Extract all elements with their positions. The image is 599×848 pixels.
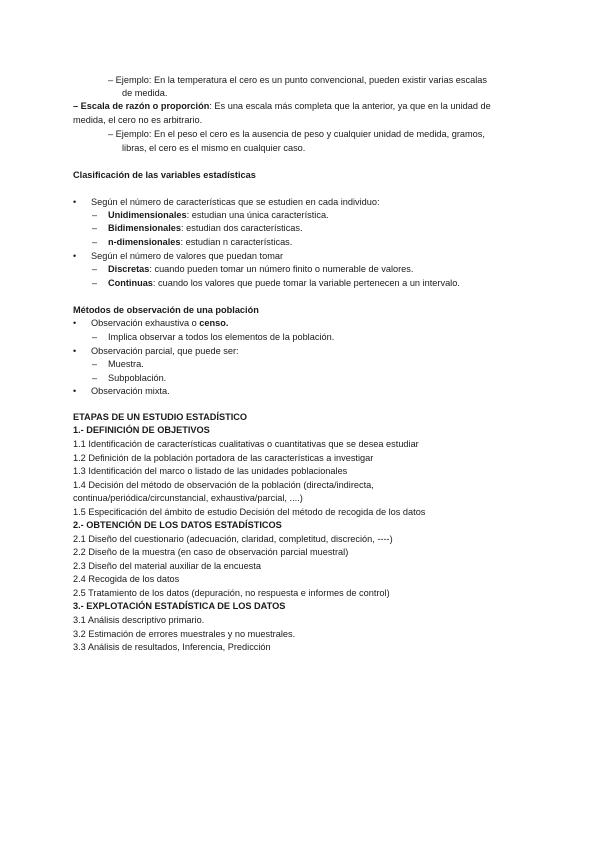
ratio-scale-text: : Es una escala más completa que la anterior, ya que en la unidad de	[209, 101, 491, 111]
continuous-label: Continuas	[108, 278, 153, 288]
step-3-1: 3.1 Análisis descriptivo primario.	[73, 615, 205, 625]
bidimensional-item	[108, 222, 303, 234]
dash-icon: –	[92, 237, 98, 247]
ratio-scale-line	[73, 100, 491, 112]
dash-icon: –	[92, 210, 98, 220]
example-weight-line-1: – Ejemplo: En el peso el cero es la ausencia de peso y cualquier unidad de medida, gramos,	[108, 129, 485, 139]
methods-heading: Métodos de observación de una población	[73, 305, 259, 315]
bullet-icon: •	[73, 318, 77, 328]
dash-icon: –	[92, 223, 98, 233]
classification-bullet-1: Según el número de características que se estudien en cada individuo:	[91, 197, 380, 207]
step-2-1: 2.1 Diseño del cuestionario (adecuación, claridad, completitud, discreción, ----)	[73, 534, 393, 544]
dash-icon: –	[92, 278, 98, 288]
example-weight-line-2: libras, el cero es el mismo en cualquier caso.	[122, 143, 306, 153]
bullet-icon: •	[73, 386, 77, 396]
exhaustive-subitem: Implica observar a todos los elementos de la población.	[108, 332, 335, 342]
step-3-3: 3.3 Análisis de resultados, Inferencia, Predicción	[73, 642, 271, 652]
sample-subitem: Muestra.	[108, 359, 144, 369]
ratio-scale-label: – Escala de razón o proporción	[73, 101, 210, 111]
n-dimensional-text: : estudian n características.	[180, 237, 293, 247]
dash-icon: –	[92, 264, 98, 274]
classification-heading: Clasificación de las variables estadísticas	[73, 170, 256, 180]
step-1-5: 1.5 Especificación del ámbito de estudio Decisión del método de recogida de los datos	[73, 507, 426, 517]
step-2-2: 2.2 Diseño de la muestra (en caso de observación parcial muestral)	[73, 547, 349, 557]
census-label: censo.	[199, 318, 229, 328]
example-temperature-line-1: – Ejemplo: En la temperatura el cero es un punto convencional, pueden existir varias escalas	[108, 75, 487, 85]
step-2-3: 2.3 Diseño del material auxiliar de la encuesta	[73, 561, 261, 571]
unidimensional-item	[108, 209, 329, 221]
section-2-heading: 2.- OBTENCIÓN DE LOS DATOS ESTADÍSTICOS	[73, 520, 282, 530]
step-2-5: 2.5 Tratamiento de los datos (depuración, no respuesta e informes de control)	[73, 588, 390, 598]
bullet-icon: •	[73, 251, 77, 261]
bullet-icon: •	[73, 346, 77, 356]
discrete-text: : cuando pueden tomar un número finito o numerable de valores.	[149, 264, 414, 274]
subpopulation-subitem: Subpoblación.	[108, 373, 167, 383]
dash-icon: –	[92, 359, 98, 369]
dash-icon: –	[92, 332, 98, 342]
stages-heading: ETAPAS DE UN ESTUDIO ESTADÍSTICO	[73, 412, 248, 422]
classification-bullet-2: Según el número de valores que puedan tomar	[91, 251, 284, 261]
unidimensional-label: Unidimensionales	[108, 210, 187, 220]
n-dimensional-item	[108, 236, 292, 248]
step-1-3: 1.3 Identificación del marco o listado de las unidades poblacionales	[73, 466, 348, 476]
section-1-heading: 1.- DEFINICIÓN DE OBJETIVOS	[73, 425, 210, 435]
continuous-text: : cuando los valores que puede tomar la variable pertenecen a un intervalo.	[152, 278, 460, 288]
section-3-heading: 3.- EXPLOTACIÓN ESTADÍSTICA DE LOS DATOS	[73, 601, 286, 611]
discrete-item	[108, 263, 413, 275]
mixed-item: Observación mixta.	[91, 386, 170, 396]
continuous-item	[108, 277, 460, 289]
unidimensional-text: : estudian una única característica.	[186, 210, 329, 220]
step-1-1: 1.1 Identificación de características cualitativas o cuantitativas que se desea estudiar	[73, 439, 419, 449]
exhaustive-text: Observación exhaustiva o	[91, 318, 200, 328]
n-dimensional-label: n-dimensionales	[108, 237, 181, 247]
discrete-label: Discretas	[108, 264, 150, 274]
step-2-4: 2.4 Recogida de los datos	[73, 574, 180, 584]
bullet-icon: •	[73, 197, 77, 207]
step-1-2: 1.2 Definición de la población portadora de las características a investigar	[73, 453, 374, 463]
step-1-4-line-1: 1.4 Decisión del método de observación de la población (directa/indirecta,	[73, 480, 374, 490]
exhaustive-item	[91, 317, 228, 329]
bidimensional-label: Bidimensionales	[108, 223, 182, 233]
bidimensional-text: : estudian dos características.	[181, 223, 303, 233]
step-1-4-line-2: continua/periódica/circunstancial, exhaustiva/parcial, ....)	[73, 493, 303, 503]
ratio-scale-continuation: medida, el cero no es arbitrario.	[73, 115, 203, 125]
example-temperature-line-2: de medida.	[122, 88, 168, 98]
dash-icon: –	[92, 373, 98, 383]
partial-item: Observación parcial, que puede ser:	[91, 346, 239, 356]
step-3-2: 3.2 Estimación de errores muestrales y no muestrales.	[73, 629, 296, 639]
